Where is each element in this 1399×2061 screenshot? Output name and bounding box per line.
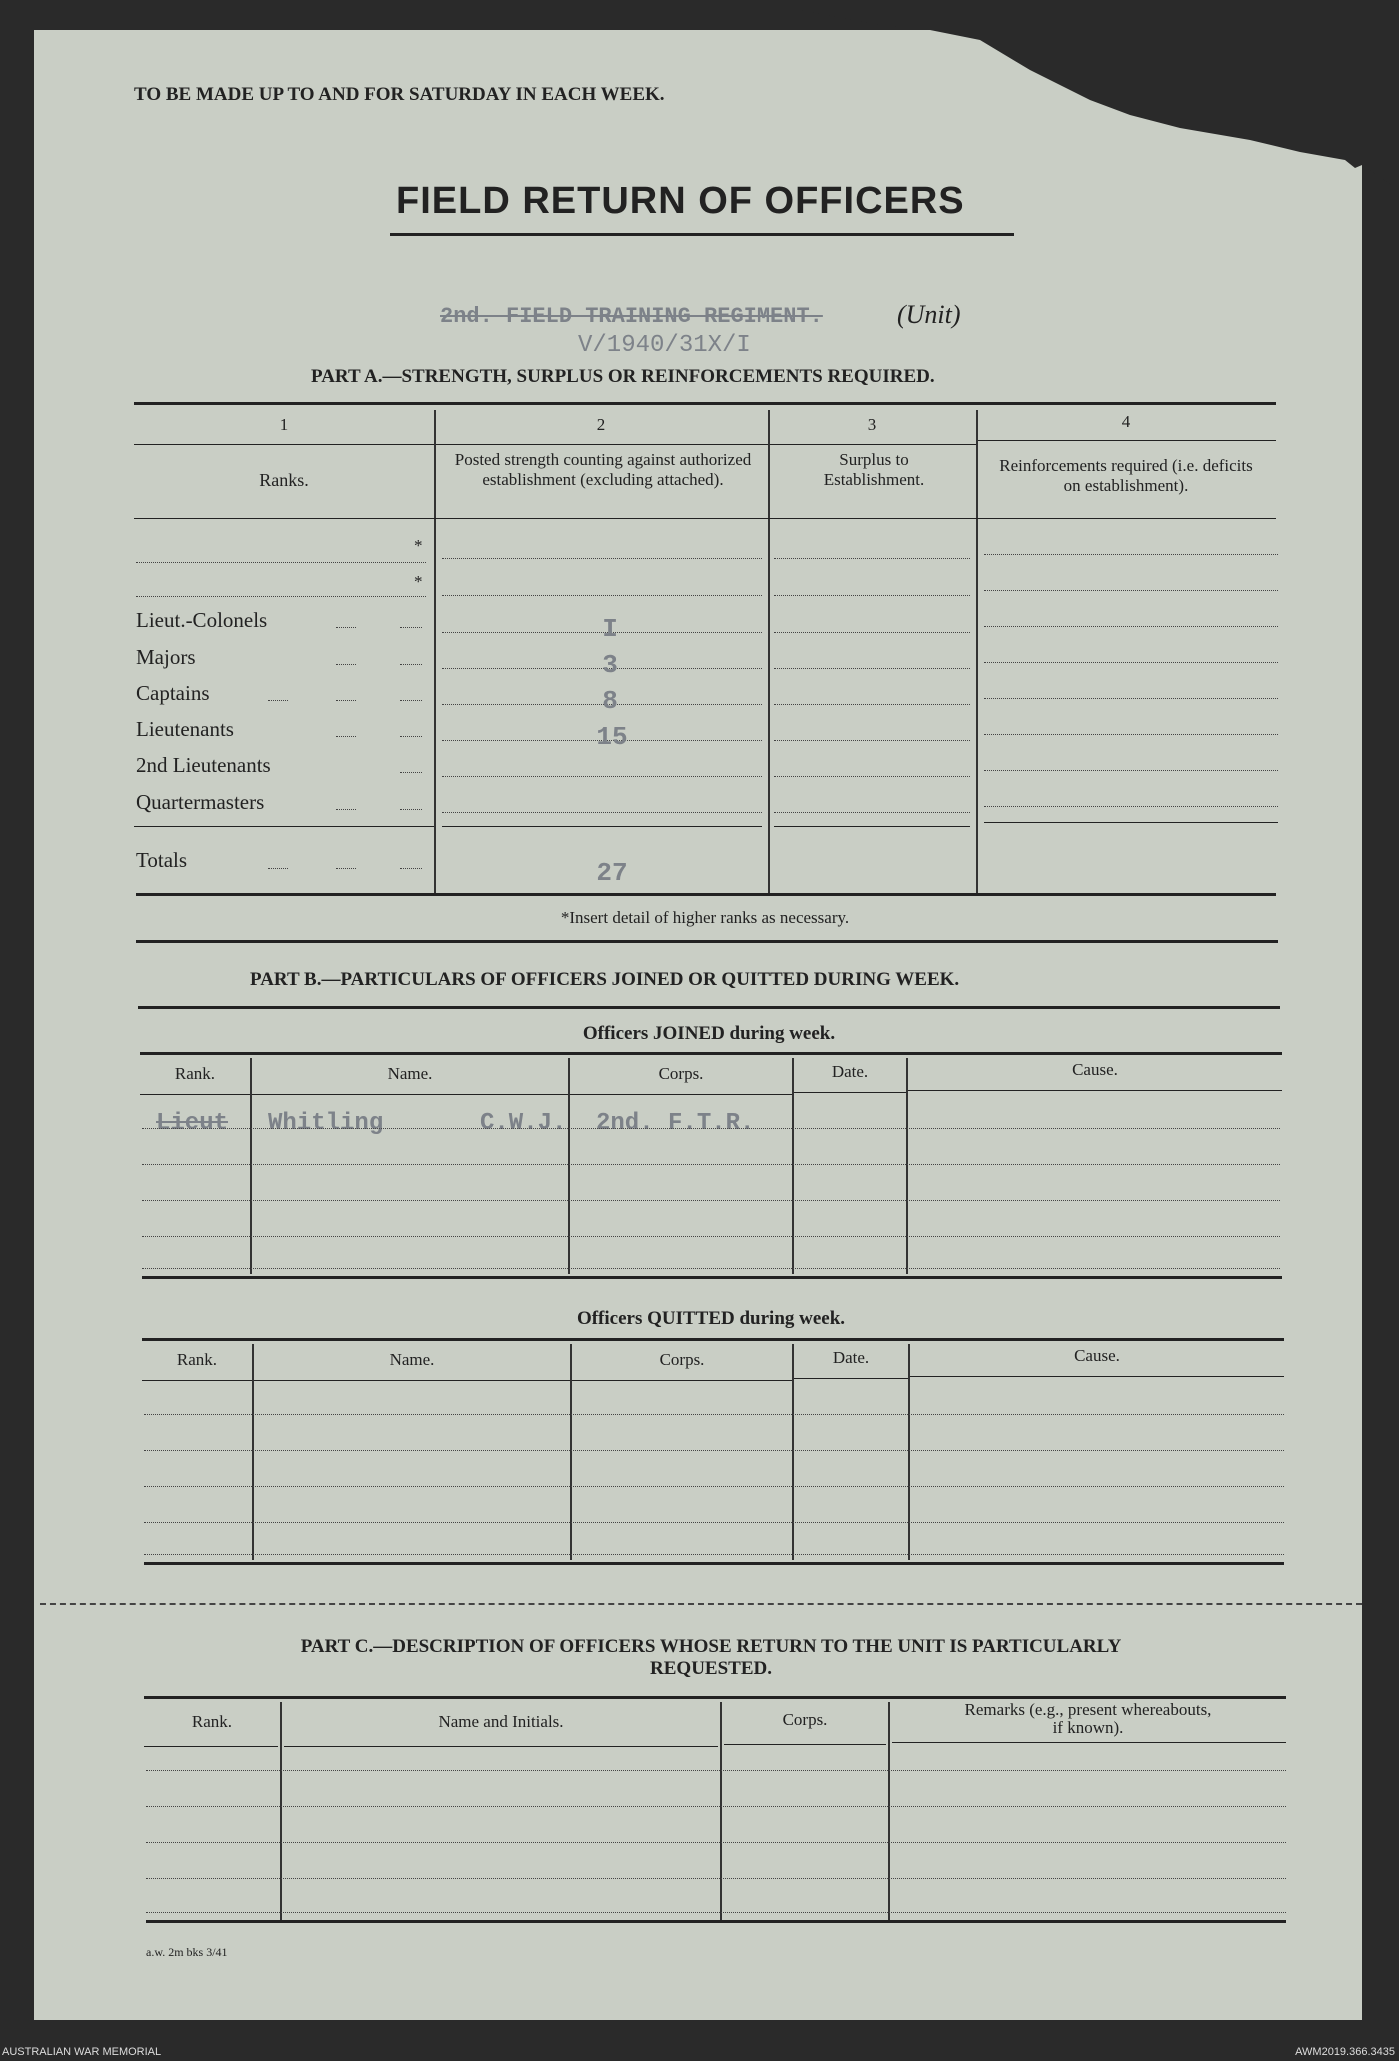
leader-dots: [400, 664, 422, 665]
leader-dots: [400, 868, 422, 869]
quitted-top-rule: [142, 1338, 1284, 1341]
quitted-col-name: Name.: [389, 1350, 435, 1369]
part-c-row-line: [146, 1806, 1286, 1807]
posted-line: [442, 595, 762, 596]
joined-entry-rank: Lieut: [156, 1110, 229, 1137]
joined-title: Officers JOINED during week.: [582, 1023, 836, 1044]
reinforcement-line: [984, 554, 1278, 555]
joined-col-name: Name.: [387, 1064, 433, 1083]
part-a-divider-3: [976, 410, 978, 896]
footer-credit: AUSTRALIAN WAR MEMORIAL: [2, 2046, 162, 2058]
quitted-title: Officers QUITTED during week.: [576, 1308, 846, 1329]
quitted-header-rule: [794, 1378, 908, 1379]
joined-col-rank: Rank.: [174, 1064, 216, 1083]
part-c-top-rule: [144, 1696, 1286, 1699]
posted-captains: 8: [602, 686, 618, 716]
posted-lieutenants: 15: [596, 722, 628, 752]
footer-accession-number: AWM2019.366.3435: [1295, 2046, 1395, 2058]
header-reinforcements: Reinforcements required (i.e. deficits on establishment).: [999, 456, 1253, 495]
reinforcement-line: [984, 626, 1278, 627]
leader-dots: [336, 664, 356, 665]
surplus-line: [774, 704, 970, 705]
reinforcement-line: [984, 734, 1278, 735]
part-c-bottom-rule: [146, 1920, 1286, 1923]
joined-entry-corps: 2nd. F.T.R.: [596, 1110, 755, 1137]
ranks-total-rule: [134, 826, 434, 827]
print-code: a.w. 2m bks 3/41: [146, 1945, 228, 1959]
unit-name-typed: 2nd. FIELD TRAINING REGIMENT.: [440, 304, 823, 329]
col-number-1: 1: [279, 415, 289, 434]
asterisk-1: *: [414, 536, 423, 555]
part-c-col-remarks: Remarks (e.g., present whereabouts,: [964, 1700, 1212, 1719]
part-c-row-line: [146, 1878, 1286, 1879]
part-b-heading: PART B.—PARTICULARS OF OFFICERS JOINED OR QUITTED DURING WEEK.: [250, 969, 960, 990]
quitted-row-line: [144, 1450, 1284, 1451]
reinforcement-line: [984, 662, 1278, 663]
joined-top-rule: [140, 1052, 1282, 1055]
joined-row-line: [142, 1236, 1280, 1237]
quitted-col-date: Date.: [832, 1348, 870, 1367]
tear-off-line: [40, 1603, 1362, 1605]
surplus-line: [774, 595, 970, 596]
higher-rank-line-2: [136, 596, 426, 597]
posted-total-rule: [442, 826, 762, 827]
joined-row-line: [142, 1200, 1280, 1201]
title-underline: [390, 233, 1014, 236]
rank-quartermasters: Quartermasters: [136, 790, 265, 814]
surplus-line: [774, 668, 970, 669]
part-a-header-rule: [134, 518, 1276, 519]
part-a-num-rule-2: [436, 444, 768, 445]
part-b-top-rule: [138, 1006, 1280, 1009]
joined-bottom-rule: [142, 1276, 1282, 1279]
part-a-divider-1: [434, 410, 436, 896]
quitted-row-line: [144, 1554, 1284, 1555]
instruction-text: TO BE MADE UP TO AND FOR SATURDAY IN EACH WEEK.: [134, 84, 665, 105]
quitted-header-rule: [572, 1380, 792, 1381]
higher-rank-line-1: [136, 562, 426, 563]
part-a-bottom-rule: [136, 893, 1276, 896]
joined-header-rule: [570, 1094, 792, 1095]
quitted-col-corps: Corps.: [659, 1350, 705, 1369]
part-a-num-rule-3: [770, 444, 976, 445]
quitted-header-rule: [142, 1380, 252, 1381]
posted-line: [442, 558, 762, 559]
header-surplus: Surplus to Establishment.: [823, 450, 925, 489]
surplus-line: [774, 632, 970, 633]
part-a-top-rule: [134, 402, 1276, 405]
leader-dots: [336, 700, 356, 701]
part-c-row-line: [146, 1770, 1286, 1771]
leader-dots: [336, 809, 356, 810]
surplus-line: [774, 740, 970, 741]
surplus-line: [774, 776, 970, 777]
header-posted-strength: Posted strength counting against authorized establishment (excluding attached).: [454, 450, 752, 489]
part-c-header-rule: [892, 1742, 1286, 1743]
posted-majors: 3: [602, 650, 618, 680]
rank-captains: Captains: [136, 681, 210, 705]
unit-reference-typed: V/1940/31X/I: [578, 332, 751, 359]
part-c-col-remarks-line2: if known).: [1052, 1718, 1124, 1737]
part-c-header-rule: [144, 1746, 278, 1747]
footnote: *Insert detail of higher ranks as necessary.: [560, 908, 850, 927]
joined-row-line: [142, 1164, 1280, 1165]
header-ranks: Ranks.: [259, 470, 309, 490]
joined-col-corps: Corps.: [658, 1064, 704, 1083]
leader-dots: [400, 772, 422, 773]
part-a-num-rule-1: [134, 444, 434, 445]
part-c-col-corps: Corps.: [782, 1710, 828, 1729]
quitted-row-line: [144, 1486, 1284, 1487]
unit-label: (Unit): [897, 300, 961, 329]
reinforcement-line: [984, 770, 1278, 771]
rank-2nd-lieutenants: 2nd Lieutenants: [136, 753, 271, 777]
joined-entry-name: Whitling: [268, 1110, 384, 1137]
joined-divider-3: [792, 1058, 794, 1274]
leader-dots: [400, 700, 422, 701]
quitted-col-cause: Cause.: [1074, 1346, 1120, 1365]
surplus-line: [774, 812, 970, 813]
part-c-header-rule: [284, 1746, 718, 1747]
totals-label: Totals: [136, 848, 188, 872]
joined-entry-initials: C.W.J.: [480, 1110, 567, 1137]
col-number-4: 4: [1121, 412, 1131, 431]
quitted-row-line: [144, 1414, 1284, 1415]
joined-header-rule: [908, 1090, 1282, 1091]
part-c-col-name: Name and Initials.: [438, 1712, 564, 1731]
joined-col-date: Date.: [831, 1062, 869, 1081]
rank-lieutenants: Lieutenants: [136, 717, 234, 741]
joined-header-rule: [252, 1094, 568, 1095]
page-title: FIELD RETURN OF OFFICERS: [396, 180, 965, 222]
part-c-heading: PART C.—DESCRIPTION OF OFFICERS WHOSE RETURN TO THE UNIT IS PARTICULARLY: [300, 1636, 1122, 1657]
joined-header-rule: [794, 1092, 906, 1093]
reinforcement-line: [984, 806, 1278, 807]
quitted-row-line: [144, 1522, 1284, 1523]
col-number-2: 2: [596, 415, 606, 434]
surplus-line: [774, 558, 970, 559]
posted-line: [442, 776, 762, 777]
quitted-header-rule: [910, 1376, 1284, 1377]
part-c-divider-1: [280, 1702, 282, 1922]
quitted-header-rule: [254, 1380, 570, 1381]
posted-lieut-colonels: I: [602, 614, 618, 644]
footnote-rule: [136, 940, 1278, 943]
leader-dots: [400, 809, 422, 810]
part-c-heading-line2: REQUESTED.: [650, 1658, 772, 1679]
quitted-divider-1: [252, 1344, 254, 1560]
leader-dots: [336, 627, 356, 628]
leader-dots: [336, 868, 356, 869]
quitted-col-rank: Rank.: [176, 1350, 218, 1369]
col-number-3: 3: [867, 415, 877, 434]
asterisk-2: *: [414, 572, 423, 591]
part-a-divider-2: [768, 410, 770, 896]
joined-divider-1: [250, 1058, 252, 1274]
posted-total: 27: [596, 858, 628, 888]
reinforcement-total-rule: [984, 822, 1278, 823]
rank-majors: Majors: [136, 645, 196, 669]
joined-row-line: [142, 1268, 1280, 1269]
surplus-total-rule: [774, 826, 970, 827]
rank-lieut-colonels: Lieut.-Colonels: [136, 608, 268, 632]
part-c-row-line: [146, 1912, 1286, 1913]
reinforcement-line: [984, 698, 1278, 699]
leader-dots: [268, 868, 288, 869]
part-c-row-line: [146, 1842, 1286, 1843]
posted-line: [442, 812, 762, 813]
leader-dots: [268, 700, 288, 701]
part-c-col-rank: Rank.: [191, 1712, 233, 1731]
leader-dots: [400, 736, 422, 737]
reinforcement-line: [984, 590, 1278, 591]
joined-col-cause: Cause.: [1072, 1060, 1118, 1079]
joined-divider-2: [568, 1058, 570, 1274]
quitted-bottom-rule: [144, 1562, 1284, 1565]
leader-dots: [336, 736, 356, 737]
part-a-num-rule-4: [978, 440, 1276, 441]
quitted-divider-3: [792, 1344, 794, 1560]
leader-dots: [400, 627, 422, 628]
part-c-divider-2: [720, 1702, 722, 1922]
joined-row-line: [142, 1128, 1280, 1129]
joined-header-rule: [140, 1094, 250, 1095]
quitted-divider-2: [570, 1344, 572, 1560]
part-c-header-rule: [724, 1744, 886, 1745]
part-a-heading: PART A.—STRENGTH, SURPLUS OR REINFORCEMENTS REQUIRED.: [311, 366, 935, 387]
